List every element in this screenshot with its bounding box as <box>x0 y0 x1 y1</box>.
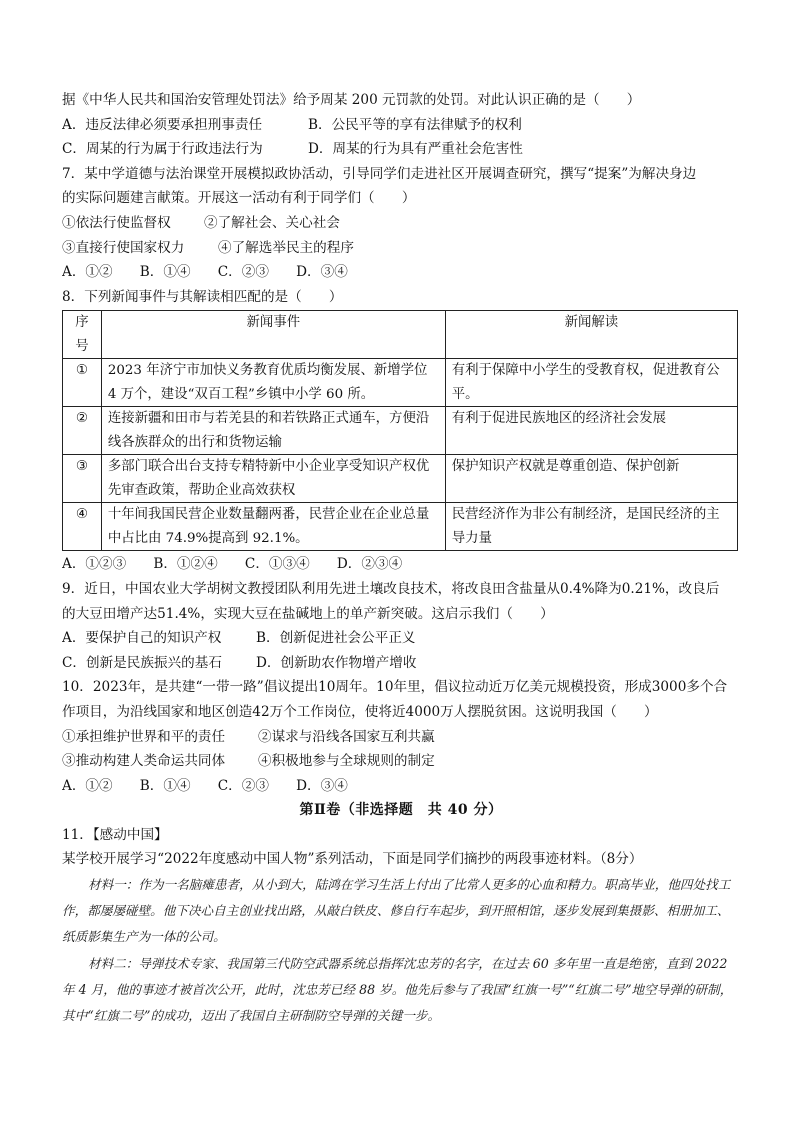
row-event: 多部门联合出台支持专精特新中小企业享受知识产权优先审查政策，帮助企业高效获权 <box>101 455 445 503</box>
q6-option-d[interactable]: D．周某的行为具有严重社会危害性 <box>308 141 523 158</box>
q11-intro: 某学校开展学习“2022年度感动中国人物”系列活动，下面是同学们摘抄的两段事迹材料。（8分） <box>62 851 643 868</box>
row-interp: 有利于促进民族地区的经济社会发展 <box>445 407 737 455</box>
q11-heading: 11．【感动中国】 <box>62 826 168 843</box>
q7-item-2: ②了解社会、关心社会 <box>204 214 340 231</box>
q10-item-3: ③推动构建人类命运共同体 <box>62 753 226 770</box>
q6-stem: 据《中华人民共和国治安管理处罚法》给予周某 200 元罚款的处罚。对此认识正确的是（ ） <box>62 92 641 108</box>
q11-materials <box>62 872 740 1029</box>
q10-items-row2 <box>62 749 740 774</box>
exam-page <box>62 88 740 1029</box>
q10-item-1: ①承担维护世界和平的责任 <box>62 728 226 745</box>
table-header-row <box>63 311 738 359</box>
q8-stem: 8．下列新闻事件与其解读相匹配的是（ ） <box>62 288 343 305</box>
row-event: 2023 年济宁市加快义务教育优质均衡发展、新增学位 4 万个，建设“双百工程”乡镇中小学 60 所。 <box>101 359 445 407</box>
q7-stem-line2: 的实际问题建言献策。开展这一活动有利于同学们（ ） <box>62 190 416 207</box>
q7-items-row1 <box>62 211 740 236</box>
q7-answers[interactable]: A．①② B．①④ C．②③ D．③④ <box>62 264 348 281</box>
row-interp: 有利于保障中小学生的受教育权，促进教育公平。 <box>445 359 737 407</box>
header-num: 序号 <box>63 311 102 359</box>
q6-option-a[interactable]: A．违反法律必须要承担刑事责任 <box>62 116 263 133</box>
table-row <box>63 407 738 455</box>
row-interp: 民营经济作为非公有制经济，是国民经济的主导力量 <box>445 503 737 551</box>
table-row <box>63 503 738 551</box>
row-num: ② <box>63 407 102 455</box>
header-event: 新闻事件 <box>101 311 445 359</box>
material-2: 材料二：导弹技术专家、我国第三代防空武器系统总指挥沈忠芳的名字，在过去 60 多年里一直是绝密，直到 2022 年 4 月，他的事迹才被首次公开，此时，沈忠芳已经 88 岁。他先后参与了我国“红旗一号”“红旗二号”地空导弹的研制，其中“红旗二号”的成功，迈出了我国自主研制防空导弹的关键一步。 <box>62 955 733 1024</box>
q9-option-a[interactable]: A．要保护自己的知识产权 <box>62 630 222 647</box>
row-num: ④ <box>63 503 102 551</box>
q7-stem-line1: 7．某中学道德与法治课堂开展模拟政协活动，引导同学们走进社区开展调查研究，撰写“提案”为解决身边 <box>62 165 697 182</box>
header-interp: 新闻解读 <box>445 311 737 359</box>
q9-stem-line2: 的大豆田增产达51.4%，实现大豆在盐碱地上的单产新突破。这启示我们（ ） <box>62 605 554 622</box>
row-interp: 保护知识产权就是尊重创造、保护创新 <box>445 455 737 503</box>
q10-items-row1 <box>62 725 740 750</box>
q9-option-d[interactable]: D．创新助农作物增产增收 <box>256 654 417 671</box>
q6-options-row1 <box>62 113 740 138</box>
section2-title: 第Ⅱ卷（非选择题 共 40 分） <box>299 802 503 819</box>
q6-option-b[interactable]: B．公民平等的享有法律赋予的权利 <box>308 116 522 133</box>
q10-item-4: ④积极地参与全球规则的制定 <box>258 753 435 770</box>
q10-stem-line2: 作项目，为沿线国家和地区创造42万个工作岗位，使将近4000万人摆脱贫困。这说明我国（ ） <box>62 703 658 720</box>
q7-item-3: ③直接行使国家权力 <box>62 239 185 256</box>
q7-item-4: ④了解选举民主的程序 <box>218 239 354 256</box>
q10-stem-line1: 10．2023年，是共建“一带一路”倡议提出10周年。10年里，倡议拉动近万亿美元规模投资，形成3000多个合 <box>62 679 728 696</box>
row-event: 十年间我国民营企业数量翻两番，民营企业在企业总量中占比由 74.9%提高到 92.1%。 <box>101 503 445 551</box>
q10-answers[interactable]: A．①② B．①④ C．②③ D．③④ <box>62 777 348 794</box>
q9-option-b[interactable]: B．创新促进社会公平正义 <box>256 630 416 647</box>
table-row <box>63 455 738 503</box>
row-num: ③ <box>63 455 102 503</box>
q9-stem-line1: 9．近日，中国农业大学胡树文教授团队利用先进土壤改良技术，将改良田含盐量从0.4%降为0.21%，改良后 <box>62 580 720 597</box>
q8-news-table <box>62 310 738 551</box>
q9-option-c[interactable]: C．创新是民族振兴的基石 <box>62 654 222 671</box>
q8-answers[interactable]: A．①②③ B．①②④ C．①③④ D．②③④ <box>62 556 403 573</box>
q9-options-row1 <box>62 626 740 651</box>
q7-item-1: ①依法行使监督权 <box>62 214 171 231</box>
row-event: 连接新疆和田市与若羌县的和若铁路正式通车，方便沿线各族群众的出行和货物运输 <box>101 407 445 455</box>
q6-option-c[interactable]: C．周某的行为属于行政违法行为 <box>62 141 263 158</box>
q6-options-row2 <box>62 137 740 162</box>
q10-item-2: ②谋求与沿线各国家互利共赢 <box>258 728 435 745</box>
q7-items-row2 <box>62 236 740 261</box>
material-1: 材料一：作为一名脑瘫患者，从小到大，陆鸿在学习生活上付出了比常人更多的心血和精力。职高毕业，他四处找工作，都屡屡碰壁。他下决心自主创业找出路，从敲白铁皮、修自行车起步，到开照相馆，逐步发展到集摄影、相册加工、纸质影集生产为一体的公司。 <box>62 877 731 945</box>
table-row <box>63 359 738 407</box>
row-num: ① <box>63 359 102 407</box>
q9-options-row2 <box>62 651 740 676</box>
